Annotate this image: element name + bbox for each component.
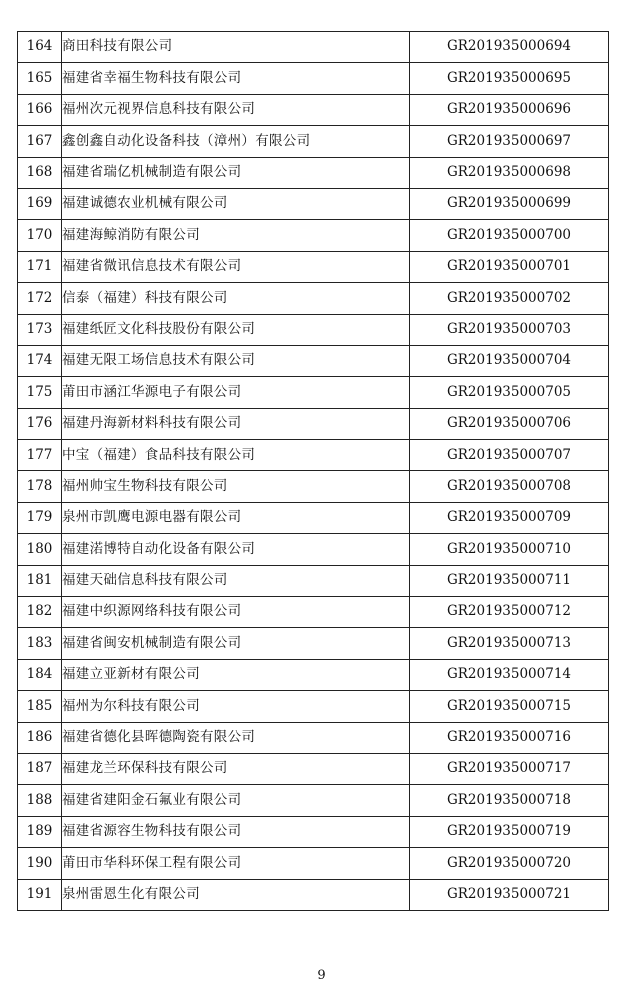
company-name: 福建纸匠文化科技股份有限公司 <box>62 314 410 345</box>
company-name: 福建丹海新材料科技有限公司 <box>62 408 410 439</box>
certificate-number: GR201935000719 <box>410 816 609 847</box>
company-name: 福建诚德农业机械有限公司 <box>62 188 410 219</box>
table-row <box>18 471 609 502</box>
table-row <box>18 785 609 816</box>
company-name: 福州为尔科技有限公司 <box>62 691 410 722</box>
certificate-number: GR201935000702 <box>410 283 609 314</box>
company-name: 福建海鲸消防有限公司 <box>62 220 410 251</box>
table-row <box>18 722 609 753</box>
table-row <box>18 345 609 376</box>
table-row <box>18 314 609 345</box>
company-name: 福建立亚新材有限公司 <box>62 659 410 690</box>
certificate-number: GR201935000709 <box>410 502 609 533</box>
company-name: 福建省建阳金石氟业有限公司 <box>62 785 410 816</box>
certificate-number: GR201935000704 <box>410 345 609 376</box>
certificate-number: GR201935000694 <box>410 32 609 63</box>
company-name: 福建省微讯信息技术有限公司 <box>62 251 410 282</box>
row-index: 177 <box>18 440 62 471</box>
certificate-number: GR201935000720 <box>410 848 609 879</box>
certificate-number: GR201935000699 <box>410 188 609 219</box>
company-name: 莆田市华科环保工程有限公司 <box>62 848 410 879</box>
company-name: 福州次元视界信息科技有限公司 <box>62 94 410 125</box>
certificate-number: GR201935000718 <box>410 785 609 816</box>
certificate-number: GR201935000701 <box>410 251 609 282</box>
table-row <box>18 126 609 157</box>
row-index: 189 <box>18 816 62 847</box>
table-row <box>18 63 609 94</box>
table-row <box>18 848 609 879</box>
row-index: 188 <box>18 785 62 816</box>
row-index: 180 <box>18 534 62 565</box>
table-row <box>18 94 609 125</box>
row-index: 178 <box>18 471 62 502</box>
certificate-number: GR201935000714 <box>410 659 609 690</box>
row-index: 170 <box>18 220 62 251</box>
row-index: 184 <box>18 659 62 690</box>
certificate-number: GR201935000716 <box>410 722 609 753</box>
certificate-number: GR201935000707 <box>410 440 609 471</box>
company-name: 福州帅宝生物科技有限公司 <box>62 471 410 502</box>
row-index: 169 <box>18 188 62 219</box>
company-name: 莆田市涵江华源电子有限公司 <box>62 377 410 408</box>
certificate-number: GR201935000715 <box>410 691 609 722</box>
table-row <box>18 408 609 439</box>
table-row <box>18 440 609 471</box>
table-row <box>18 251 609 282</box>
certificate-number: GR201935000713 <box>410 628 609 659</box>
certificate-number: GR201935000706 <box>410 408 609 439</box>
table-row <box>18 879 609 910</box>
certificate-number: GR201935000721 <box>410 879 609 910</box>
company-name: 福建天础信息科技有限公司 <box>62 565 410 596</box>
row-index: 168 <box>18 157 62 188</box>
certificate-number: GR201935000712 <box>410 597 609 628</box>
company-name: 福建省闽安机械制造有限公司 <box>62 628 410 659</box>
row-index: 164 <box>18 32 62 63</box>
table-row <box>18 283 609 314</box>
certificate-number: GR201935000705 <box>410 377 609 408</box>
row-index: 187 <box>18 753 62 784</box>
row-index: 165 <box>18 63 62 94</box>
certificate-number: GR201935000717 <box>410 753 609 784</box>
certificate-number: GR201935000697 <box>410 126 609 157</box>
certificate-number: GR201935000698 <box>410 157 609 188</box>
row-index: 166 <box>18 94 62 125</box>
company-name: 泉州市凯鹰电源电器有限公司 <box>62 502 410 533</box>
company-name: 福建省瑞亿机械制造有限公司 <box>62 157 410 188</box>
company-certificate-table <box>17 31 609 911</box>
table-body <box>18 32 609 911</box>
company-name: 福建省幸福生物科技有限公司 <box>62 63 410 94</box>
company-name: 信泰（福建）科技有限公司 <box>62 283 410 314</box>
row-index: 191 <box>18 879 62 910</box>
row-index: 173 <box>18 314 62 345</box>
table-row <box>18 188 609 219</box>
row-index: 172 <box>18 283 62 314</box>
company-name: 福建无限工场信息技术有限公司 <box>62 345 410 376</box>
row-index: 185 <box>18 691 62 722</box>
row-index: 183 <box>18 628 62 659</box>
certificate-number: GR201935000703 <box>410 314 609 345</box>
row-index: 175 <box>18 377 62 408</box>
row-index: 182 <box>18 597 62 628</box>
row-index: 171 <box>18 251 62 282</box>
table-row <box>18 659 609 690</box>
table-row <box>18 377 609 408</box>
company-name: 泉州雷恩生化有限公司 <box>62 879 410 910</box>
row-index: 181 <box>18 565 62 596</box>
page-number: 9 <box>317 968 326 983</box>
certificate-number: GR201935000700 <box>410 220 609 251</box>
table-row <box>18 534 609 565</box>
row-index: 190 <box>18 848 62 879</box>
company-name: 福建省源容生物科技有限公司 <box>62 816 410 847</box>
company-name: 福建省德化县晖德陶瓷有限公司 <box>62 722 410 753</box>
row-index: 176 <box>18 408 62 439</box>
company-name: 福建中织源网络科技有限公司 <box>62 597 410 628</box>
table-row <box>18 220 609 251</box>
certificate-number: GR201935000711 <box>410 565 609 596</box>
table-row <box>18 565 609 596</box>
row-index: 167 <box>18 126 62 157</box>
certificate-number: GR201935000696 <box>410 94 609 125</box>
certificate-number: GR201935000695 <box>410 63 609 94</box>
table-row <box>18 753 609 784</box>
certificate-number: GR201935000710 <box>410 534 609 565</box>
company-name: 福建龙兰环保科技有限公司 <box>62 753 410 784</box>
certificate-number: GR201935000708 <box>410 471 609 502</box>
table-row <box>18 628 609 659</box>
table-row <box>18 502 609 533</box>
company-name: 福建渃博特自动化设备有限公司 <box>62 534 410 565</box>
table-row <box>18 597 609 628</box>
table-row <box>18 32 609 63</box>
row-index: 186 <box>18 722 62 753</box>
table-row <box>18 157 609 188</box>
company-name: 中宝（福建）食品科技有限公司 <box>62 440 410 471</box>
company-name: 商田科技有限公司 <box>62 32 410 63</box>
row-index: 174 <box>18 345 62 376</box>
table-row <box>18 691 609 722</box>
company-name: 鑫创鑫自动化设备科技（漳州）有限公司 <box>62 126 410 157</box>
table-row <box>18 816 609 847</box>
row-index: 179 <box>18 502 62 533</box>
